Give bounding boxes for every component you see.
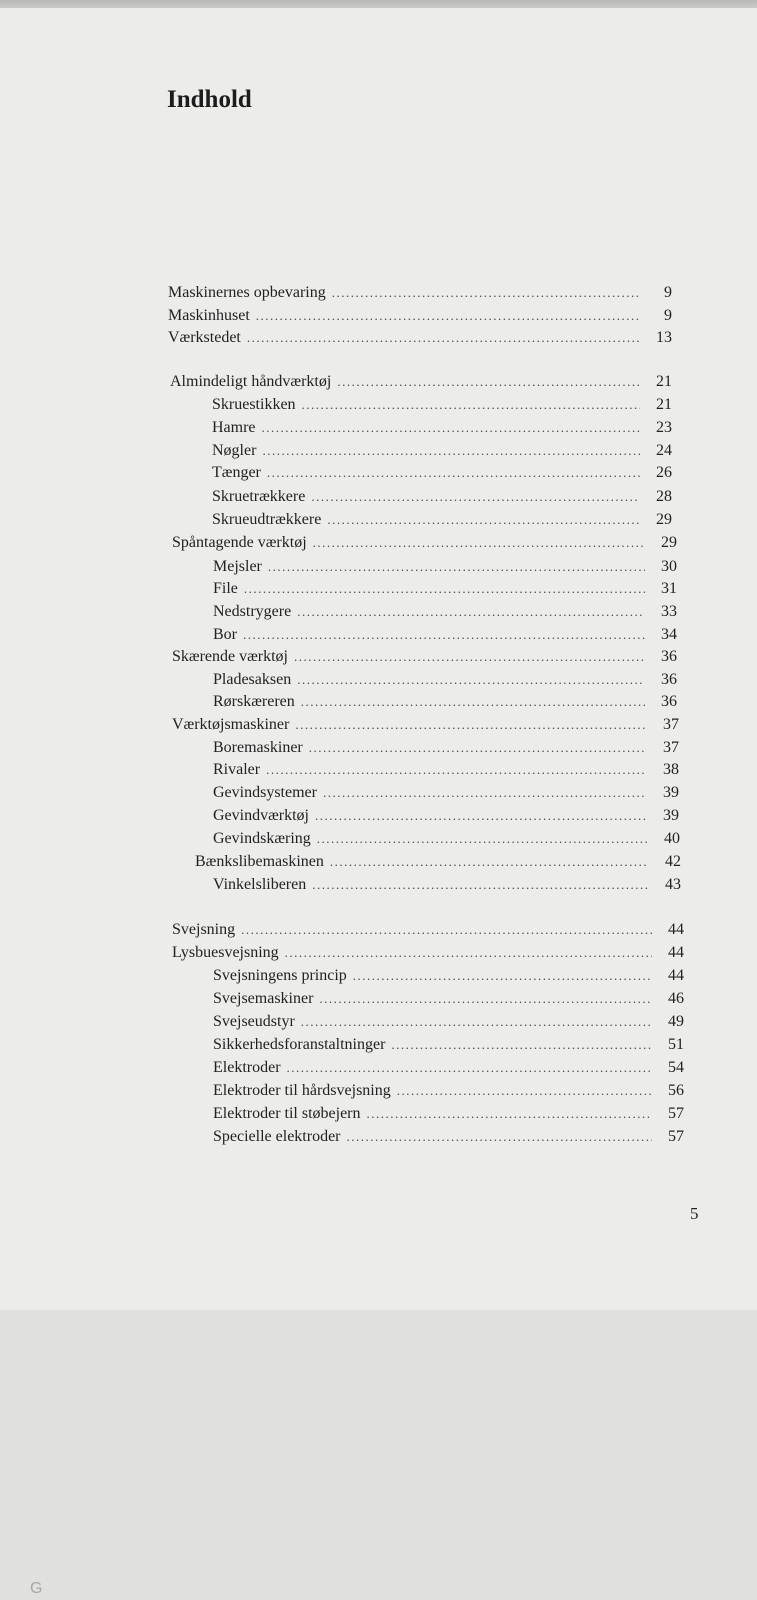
toc-entry-label: Mejsler xyxy=(213,558,262,575)
toc-entry-page: 30 xyxy=(661,558,677,575)
toc-entry xyxy=(172,533,677,553)
toc-entry-page: 33 xyxy=(661,603,677,620)
toc-entry-label: Tænger xyxy=(212,464,261,481)
toc-entry xyxy=(168,328,672,348)
toc-entry-label: Svejseudstyr xyxy=(213,1013,295,1030)
corner-mark: G xyxy=(30,1580,43,1597)
toc-entry-label: Maskinhuset xyxy=(168,307,250,324)
toc-dot-leader xyxy=(301,1012,652,1032)
toc-entry xyxy=(213,1035,684,1055)
toc-entry-label: Specielle elektroder xyxy=(213,1128,341,1145)
toc-dot-leader xyxy=(266,760,647,780)
toc-dot-leader xyxy=(297,670,645,690)
toc-entry-page: 34 xyxy=(661,626,677,643)
toc-entry-page: 42 xyxy=(665,853,681,870)
toc-dot-leader xyxy=(285,943,652,963)
toc-entry-label: Bor xyxy=(213,626,237,643)
toc-dot-leader xyxy=(256,306,640,326)
toc-entry xyxy=(212,487,672,507)
toc-dot-leader xyxy=(347,1127,653,1147)
toc-entry-page: 39 xyxy=(663,784,679,801)
toc-entry-page: 44 xyxy=(668,944,684,961)
toc-entry xyxy=(213,989,684,1009)
toc-dot-leader xyxy=(391,1035,652,1055)
toc-dot-leader xyxy=(287,1058,652,1078)
toc-dot-leader xyxy=(323,783,647,803)
toc-entry-page: 57 xyxy=(668,1105,684,1122)
toc-entry xyxy=(213,579,677,599)
toc-entry-page: 21 xyxy=(656,373,672,390)
toc-entry-page: 38 xyxy=(663,761,679,778)
background-surface xyxy=(0,1310,757,1600)
toc-dot-leader xyxy=(309,738,647,758)
toc-entry-page: 37 xyxy=(663,739,679,756)
toc-entry-page: 28 xyxy=(656,488,672,505)
toc-entry xyxy=(168,306,672,326)
toc-entry xyxy=(212,418,672,438)
toc-entry-page: 36 xyxy=(661,693,677,710)
toc-entry-page: 43 xyxy=(665,876,681,893)
toc-entry-page: 13 xyxy=(656,329,672,346)
toc-entry xyxy=(213,1081,684,1101)
toc-entry-label: Nedstrygere xyxy=(213,603,292,620)
toc-entry-page: 23 xyxy=(656,419,672,436)
toc-entry-page: 54 xyxy=(668,1059,684,1076)
toc-entry xyxy=(213,625,677,645)
toc-dot-leader xyxy=(297,602,645,622)
toc-entry-label: Værktøjsmaskiner xyxy=(172,716,290,733)
toc-entry xyxy=(213,557,677,577)
toc-entry-label: Gevindskæring xyxy=(213,830,311,847)
toc-entry-page: 40 xyxy=(664,830,680,847)
toc-entry-page: 29 xyxy=(661,534,677,551)
toc-dot-leader xyxy=(267,463,640,483)
toc-entry-label: Boremaskiner xyxy=(213,739,303,756)
toc-dot-leader xyxy=(367,1104,652,1124)
toc-entry-label: Skruetrækkere xyxy=(212,488,306,505)
toc-entry-label: Skrueudtrækkere xyxy=(212,511,322,528)
toc-dot-leader xyxy=(295,715,647,735)
toc-dot-leader xyxy=(301,692,645,712)
toc-dot-leader xyxy=(353,966,652,986)
toc-entry-label: Skærende værktøj xyxy=(172,648,288,665)
toc-entry-label: Elektroder til hårdsvejsning xyxy=(213,1082,391,1099)
toc-entry xyxy=(213,1104,684,1124)
toc-entry xyxy=(212,395,672,415)
toc-entry-label: Elektroder xyxy=(213,1059,281,1076)
toc-entry-label: Gevindværktøj xyxy=(213,807,309,824)
toc-entry-page: 31 xyxy=(661,580,677,597)
toc-entry xyxy=(213,783,679,803)
toc-entry-label: Værkstedet xyxy=(168,329,241,346)
toc-entry-label: Rivaler xyxy=(213,761,261,778)
toc-entry xyxy=(172,920,684,940)
toc-entry-label: Rørskæreren xyxy=(213,693,295,710)
toc-entry-label: Svejsningens princip xyxy=(213,967,347,984)
toc-entry xyxy=(213,806,679,826)
toc-dot-leader xyxy=(311,487,640,507)
toc-entry xyxy=(213,602,677,622)
toc-entry xyxy=(213,1058,684,1078)
toc-entry-label: Svejsemaskiner xyxy=(213,990,314,1007)
toc-entry-label: Spåntagende værktøj xyxy=(172,534,307,551)
toc-entry-label: File xyxy=(213,580,238,597)
toc-dot-leader xyxy=(268,557,645,577)
toc-entry-page: 36 xyxy=(661,671,677,688)
toc-dot-leader xyxy=(315,806,647,826)
toc-entry-label: Skruestikken xyxy=(212,396,296,413)
toc-dot-leader xyxy=(312,875,649,895)
toc-dot-leader xyxy=(244,579,645,599)
toc-dot-leader xyxy=(397,1081,652,1101)
toc-entry-page: 24 xyxy=(656,442,672,459)
toc-dot-leader xyxy=(313,533,645,553)
toc-dot-leader xyxy=(330,852,649,872)
toc-entry xyxy=(213,829,680,849)
toc-entry xyxy=(212,463,672,483)
toc-entry-page: 57 xyxy=(668,1128,684,1145)
toc-entry-page: 9 xyxy=(664,284,672,301)
toc-entry-page: 9 xyxy=(664,307,672,324)
toc-entry-label: Lysbuesvejsning xyxy=(172,944,279,961)
toc-entry xyxy=(212,510,672,530)
toc-entry xyxy=(168,283,672,303)
toc-entry xyxy=(213,966,684,986)
toc-entry-page: 37 xyxy=(663,716,679,733)
toc-entry-label: Maskinernes opbevaring xyxy=(168,284,326,301)
toc-entry xyxy=(195,852,681,872)
toc-entry xyxy=(213,1127,684,1147)
toc-entry xyxy=(213,670,677,690)
toc-entry xyxy=(212,441,672,461)
toc-entry-label: Vinkelsliberen xyxy=(213,876,307,893)
toc-dot-leader xyxy=(247,328,640,348)
toc-entry-page: 51 xyxy=(668,1036,684,1053)
toc-entry xyxy=(172,715,679,735)
toc-entry xyxy=(213,738,679,758)
toc-dot-leader xyxy=(317,829,648,849)
toc-dot-leader xyxy=(337,372,640,392)
toc-entry-label: Almindeligt håndværktøj xyxy=(170,373,332,390)
toc-entry-label: Nøgler xyxy=(212,442,257,459)
toc-entry-page: 46 xyxy=(668,990,684,1007)
toc-entry xyxy=(172,943,684,963)
toc-dot-leader xyxy=(302,395,640,415)
toc-entry xyxy=(170,372,672,392)
toc-entry-label: Hamre xyxy=(212,419,256,436)
page-title: Indhold xyxy=(167,86,252,113)
toc-entry-page: 36 xyxy=(661,648,677,665)
toc-dot-leader xyxy=(262,418,640,438)
toc-dot-leader xyxy=(262,441,640,461)
toc-dot-leader xyxy=(319,989,652,1009)
toc-entry-page: 26 xyxy=(656,464,672,481)
toc-entry xyxy=(213,1012,684,1032)
toc-entry-page: 49 xyxy=(668,1013,684,1030)
toc-entry-page: 44 xyxy=(668,967,684,984)
toc-dot-leader xyxy=(332,283,640,303)
toc-entry-page: 44 xyxy=(668,921,684,938)
page-number: 5 xyxy=(690,1204,699,1223)
toc-entry xyxy=(213,760,679,780)
toc-entry-label: Bænkslibemaskinen xyxy=(195,853,324,870)
toc-entry-page: 21 xyxy=(656,396,672,413)
toc-dot-leader xyxy=(327,510,640,530)
toc-entry-page: 29 xyxy=(656,511,672,528)
toc-entry xyxy=(213,875,681,895)
toc-entry-label: Gevindsystemer xyxy=(213,784,317,801)
toc-entry-label: Svejsning xyxy=(172,921,236,938)
toc-entry xyxy=(213,692,677,712)
toc-entry-label: Sikkerhedsforanstaltninger xyxy=(213,1036,386,1053)
toc-entry xyxy=(172,647,677,667)
toc-dot-leader xyxy=(243,625,645,645)
toc-entry-page: 56 xyxy=(668,1082,684,1099)
toc-entry-label: Elektroder til støbejern xyxy=(213,1105,361,1122)
toc-entry-page: 39 xyxy=(663,807,679,824)
toc-dot-leader xyxy=(241,920,652,940)
toc-entry-label: Pladesaksen xyxy=(213,671,292,688)
toc-dot-leader xyxy=(294,647,645,667)
